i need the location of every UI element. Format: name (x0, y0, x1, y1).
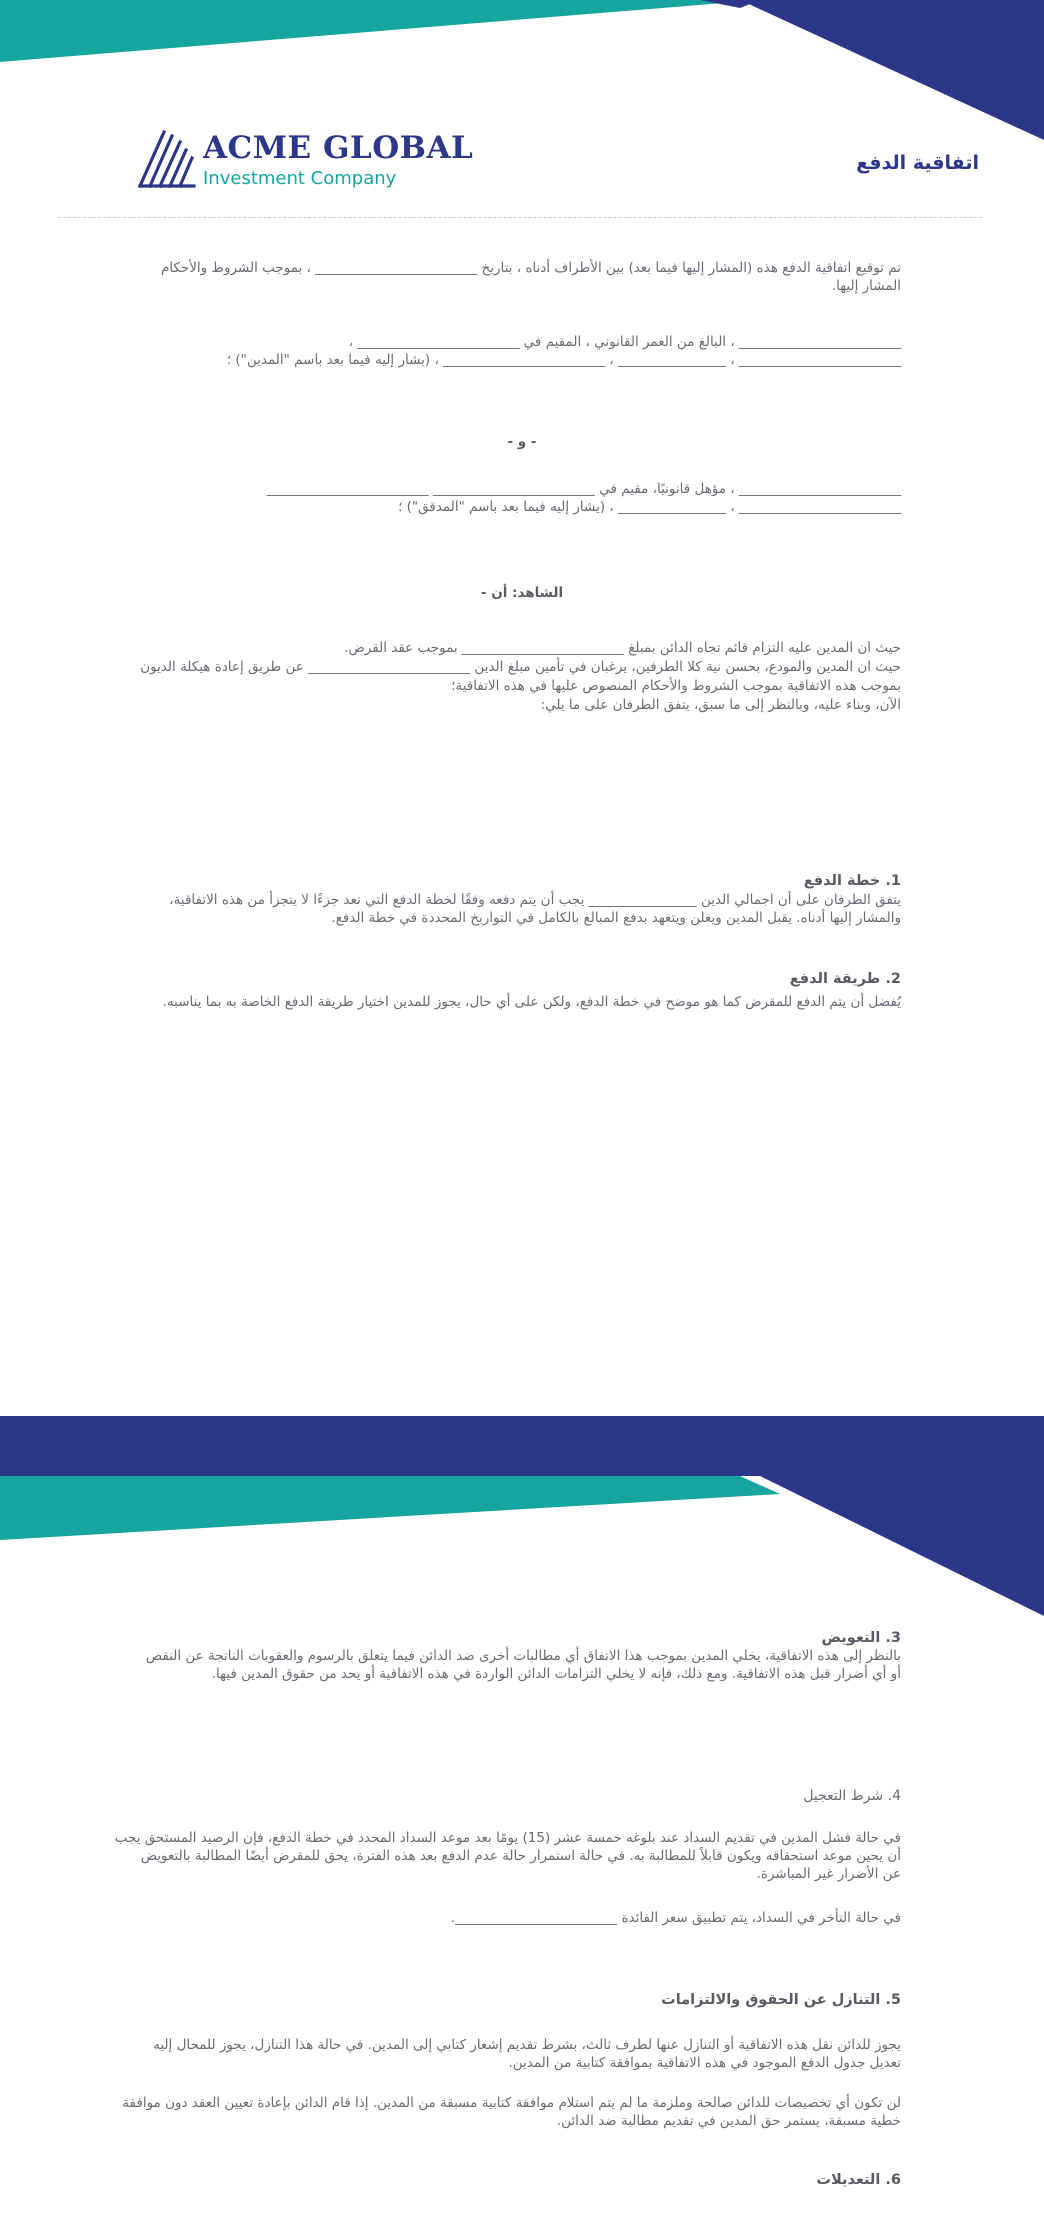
section-1-heading: 1. خطة الدفع (803, 873, 901, 889)
debtor-line: ________________________ ، ________________ ، ________________________ ، (يشار إليه فيما بعد باسم "المدين") ؛ (226, 352, 901, 368)
header-divider (58, 217, 982, 218)
recital-line: بموجب هذه الاتفاقية بموجب الشروط والأحكام المنصوص عليها في هذه الاتفاقية؛ (451, 678, 901, 694)
section-3-heading: 3. التعويض (821, 1630, 901, 1646)
debtor-line: ________________________ ، البالغ من العمر القانوني ، المقيم في ________________________ ، (348, 334, 901, 350)
section-5-line: خطية مسبقة، يستمر حق المدين في تقديم مطالبة ضد الدائن. (556, 2113, 901, 2129)
witness-heading: الشاهد: أن - (480, 585, 564, 601)
document-title: اتفاقية الدفع (856, 152, 979, 174)
page-2-header-decoration (0, 1416, 1044, 1626)
section-1-line: والمشار إليها أدناه. يقبل المدين ويعلن ويتعهد بدفع المبالغ بالكامل في التواريخ المحددة في خطة الدفع. (331, 910, 901, 926)
creditor-line: ________________________ ، ________________ ، (يشار إليه فيما بعد باسم "المدقق") ؛ (398, 499, 901, 515)
teal-band-page2 (0, 1476, 780, 1540)
section-5-line: لن تكون أي تخصيصات للدائن صالحة وملزمة ما لم يتم استلام موافقة كتابية مسبقة من المدين. إذا قام الدائن بإعادة تعيين العقد دون موافقة (122, 2095, 901, 2111)
section-4-line: في حالة فشل المدين في تقديم السداد عند بلوغه خمسة عشر (15) يومًا بعد موعد السداد المحدد في خطة الدفع، فإن الرصيد المستحق يجب (114, 1830, 901, 1846)
section-5-paragraph-2 (122, 2094, 901, 2130)
section-3-line: بالنظر إلى هذه الاتفاقية، يخلي المدين بموجب هذا الاتفاق أي مطالبات أخرى ضد الدائن فيما يتعلق بالرسوم والعقوبات الناتجة عن النقص (145, 1648, 901, 1664)
section-4-paragraph-2 (141, 1909, 901, 1927)
section-5-line: يجوز للدائن نقل هذه الاتفاقية أو التنازل عنها لطرف ثالث، بشرط تقديم إشعار كتابي إلى المدين. في حالة هذا التنازل، يجوز للمحال إليه (153, 2037, 901, 2053)
section-5-heading: 5. التنازل عن الحقوق والالتزامات (661, 1992, 901, 2008)
intro-line: المشار إليها. (831, 278, 901, 294)
company-logo (138, 128, 474, 190)
recital-line: حيث ان المدين عليه التزام قائم تجاه الدائن بمبلغ ________________________ بموجب عقد القرض. (344, 640, 901, 656)
section-2-heading: 2. طريقة الدفع (789, 971, 901, 987)
recital-line: الآن، وبناء عليه، وبالنظر إلى ما سبق، يتفق الطرفان على ما يلي: (540, 697, 901, 713)
section-6-heading: 6. التعديلات (816, 2172, 901, 2188)
section-2-body (141, 993, 901, 1011)
section-2-line: يُفضل أن يتم الدفع للمقرض كما هو موضح في خطة الدفع، ولكن على أي حال، يجوز للمدين اختيار طريقة الدفع الخاصة به بما يناسبه. (162, 994, 901, 1010)
section-4-line: في حالة التأخر في السداد، يتم تطبيق سعر الفائدة ________________________. (450, 1910, 901, 1926)
company-name: ACME GLOBAL (203, 130, 474, 166)
recital-line: حيث ان المدين والمودع، بحسن نية كلا الطرفين، يرغبان في تأمين مبلغ الدين ________________________ عن طريق إعادة هيكلة الديون (140, 659, 901, 675)
intro-line: تم توقيع اتفاقية الدفع هذه (المشار إليها فيما بعد) بين الأطراف أدناه ، بتاريخ ________________________ ، بموجب الشروط والأحكام (160, 260, 901, 276)
section-1-body (141, 891, 901, 927)
creditor-line: ________________________ ، مؤهل قانونيًا، مقيم في ________________________ ________________________ (266, 481, 901, 497)
party-separator: - و - (507, 434, 537, 450)
creditor-party-block (141, 480, 901, 516)
document-page-2 (0, 1416, 1044, 2216)
section-3-line: أو أي أضرار قبل هذه الاتفاقية. ومع ذلك، فإنه لا يخلي التزامات الدائن الواردة في هذه الاتفاقية أو يحد من حقوق المدين فيها. (211, 1666, 901, 1682)
section-4-line: عن الأضرار غير المباشرة. (756, 1866, 901, 1882)
section-4-paragraph-1 (114, 1829, 901, 1883)
acme-logo-mark-icon (138, 128, 196, 188)
section-4-heading: 4. شرط التعجيل (803, 1788, 901, 1804)
section-5-line: تعديل جدول الدفع الموجود في هذه الاتفاقية بموافقة كتابية من المدين. (508, 2055, 901, 2071)
intro-paragraph (141, 259, 901, 295)
section-5-paragraph-1 (141, 2036, 901, 2072)
teal-band-top (0, 0, 760, 62)
company-subtitle: Investment Company (203, 168, 397, 189)
debtor-party-block (141, 333, 901, 369)
section-4-line: أن يحين موعد استحقاقه ويكون قابلاً للمطالبة به. في حالة استمرار حالة عدم الدفع بعد هذه الفترة، يحق للمقرض أيضًا المطالبة بالتعويض (140, 1848, 901, 1864)
section-1-line: يتفق الطرفان على أن اجمالي الدين ________________ يجب أن يتم دفعه وفقًا لخطة الدفع التي تعد جزءًا لا يتجزأ من هذه الاتفاقية، (169, 892, 901, 908)
section-3-body (141, 1647, 901, 1683)
navy-band-top (740, 0, 1044, 140)
recitals-block (141, 639, 901, 715)
